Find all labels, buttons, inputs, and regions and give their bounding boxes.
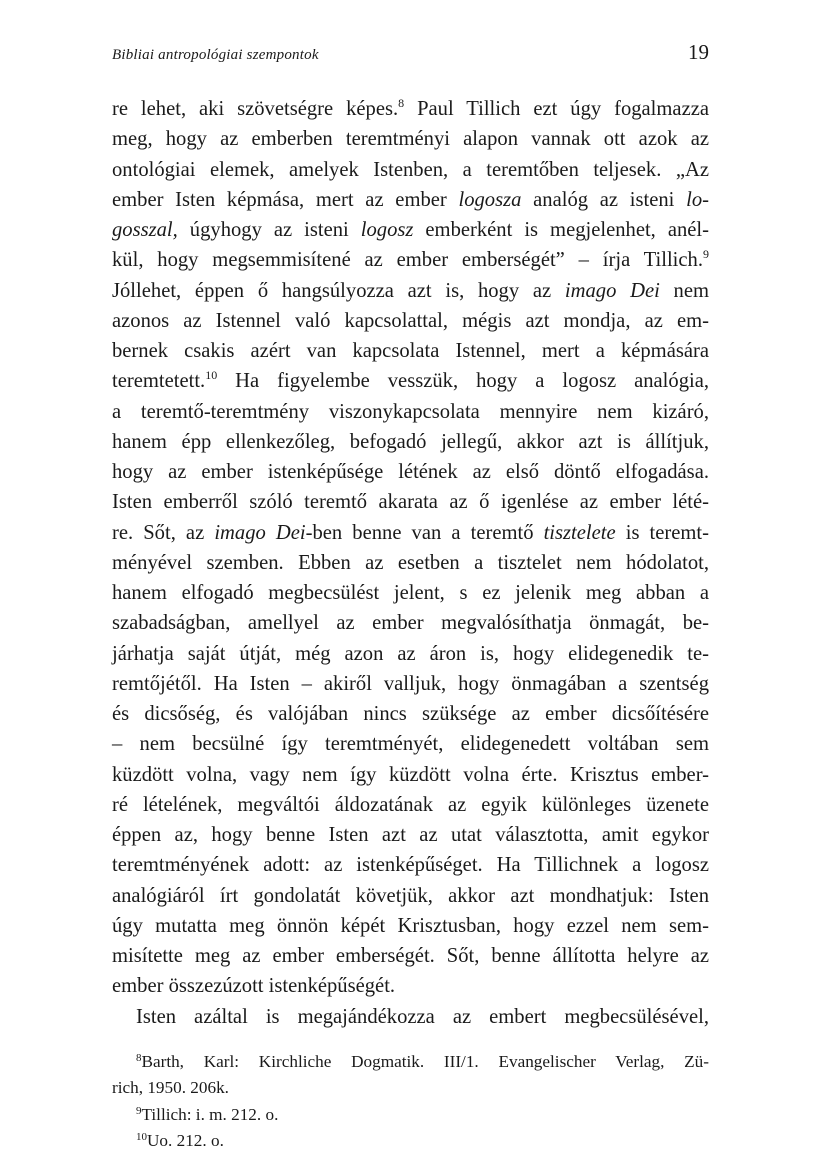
text-segment: a teremtő-teremtmény viszonykapcsolata mennyire nem kizáró,: [112, 400, 709, 423]
text-line: [112, 276, 709, 306]
paragraph-text: Isten azáltal is megajándékozza az embert megbecsülésével,: [136, 1005, 709, 1028]
text-segment: logosz: [360, 219, 414, 241]
text-segment: re. Sőt, az: [112, 521, 215, 544]
text-segment: teremtményének adott: az istenképűséget. Ha Tillichnek a logosz: [112, 854, 709, 877]
text-segment: hanem elfogadó megbecsülést jelent, s ez jelenik meg abban a: [112, 582, 709, 604]
text-segment: analógiáról írt gondolatát követjük, akkor azt mondhatjuk: Isten: [112, 884, 709, 907]
text-line: [112, 578, 709, 608]
text-segment: úgyhogy az isteni: [177, 219, 361, 241]
text-segment: hogy az ember istenképűsége létének az első döntő elfogadása.: [112, 461, 709, 483]
text-line: [112, 518, 709, 548]
text-line: [112, 124, 709, 154]
text-line: [112, 336, 709, 366]
text-segment: nem: [659, 279, 710, 302]
footnote: [112, 1102, 709, 1129]
text-segment: kül, hogy megsemmisítené az ember emberségét” – írja Tillich.: [112, 249, 703, 272]
text-line: [112, 185, 709, 215]
text-line: [112, 487, 709, 517]
text-segment: ember Isten képmása, mert az ember: [112, 188, 459, 211]
text-line: [112, 366, 709, 396]
text-line: [112, 729, 709, 759]
text-line: [112, 941, 709, 971]
text-segment: éppen az, hogy benne Isten azt az utat választotta, amit egykor: [112, 824, 709, 846]
running-head: [112, 40, 709, 80]
text-segment: Ha figyelembe vesszük, hogy a logosz analógia,: [217, 370, 709, 393]
footnote-ref: 9: [703, 247, 709, 262]
footnote-text: Barth, Karl: Kirchliche Dogmatik. III/1. Evangelischer Verlag, Zü-: [141, 1051, 709, 1071]
text-segment: logosza: [458, 188, 522, 211]
footnote-mark: 8: [136, 1051, 142, 1064]
text-segment: -ben benne van a teremtő: [305, 521, 544, 544]
text-line: [112, 94, 709, 124]
footnote-line: [112, 1128, 709, 1155]
footnote-ref: 8: [398, 96, 405, 110]
footnote-ref: 10: [205, 368, 218, 383]
text-segment: azonos az Istennel való kapcsolattal, mégis azt mondja, az em-: [112, 309, 709, 332]
text-segment: meg, hogy az emberben teremtményi alapon vannak ott azok az: [112, 128, 709, 151]
text-segment: re lehet, aki szövetségre képes.: [112, 98, 399, 120]
text-line: [112, 397, 709, 427]
footnote: [112, 1128, 709, 1155]
text-segment: bernek csakis azért van kapcsolata Istennel, mert a képmására: [112, 340, 709, 362]
text-segment: imago Dei: [214, 521, 306, 544]
text-line: [112, 245, 709, 275]
text-segment: küzdött volna, vagy nem így küzdött volna érte. Krisztus ember-: [112, 763, 709, 786]
text-segment: ré lételének, megváltói áldozatának az egyik különleges üzenete: [112, 793, 709, 816]
text-line: [112, 548, 709, 578]
footnote-mark: 9: [136, 1104, 142, 1117]
paragraph: [112, 1002, 709, 1032]
footnote-line: [112, 1049, 709, 1076]
text-segment: úgy mutatta meg önnön képét Krisztusban, hogy ezzel nem sem-: [112, 914, 709, 937]
text-line: [112, 215, 709, 245]
book-page: [112, 40, 709, 1155]
text-segment: járhatja saját útját, még azon az áron is, hogy elidegenedik te-: [112, 642, 709, 665]
text-segment: tisztelete: [543, 521, 616, 544]
text-segment: gosszal,: [112, 219, 178, 241]
text-segment: teremtetett.: [112, 370, 206, 393]
page-number: 19: [688, 40, 709, 64]
footnote-text: rich, 1950. 206k.: [112, 1078, 229, 1098]
text-segment: ember összezúzott istenképűségét.: [112, 975, 396, 998]
text-line: [112, 790, 709, 820]
text-segment: remtőjétől. Ha Isten – akiről valljuk, hogy önmagában a szentség: [112, 672, 709, 695]
text-segment: lo-: [686, 188, 710, 211]
footnote-line: [112, 1102, 709, 1129]
text-segment: emberként is megjelenhet, anél-: [413, 219, 709, 241]
text-line: [112, 427, 709, 457]
text-line: [112, 669, 709, 699]
text-segment: hanem épp ellenkezőleg, befogadó jellegű, akkor azt is állítjuk,: [112, 430, 709, 453]
body-text: [112, 94, 709, 1032]
text-line: [112, 457, 709, 487]
text-segment: szabadságban, amellyel az ember megvalósíthatja önmagát, be-: [112, 612, 709, 635]
text-segment: imago Dei: [564, 279, 660, 302]
text-segment: ontológiai elemek, amelyek Istenben, a teremtőben teljesek. „Az: [112, 158, 709, 181]
text-line: [112, 971, 709, 1001]
text-line: [112, 820, 709, 850]
text-segment: – nem becsülné így teremtményét, elidegenedett voltában sem: [112, 733, 709, 756]
text-line: [112, 850, 709, 880]
text-line: [112, 911, 709, 941]
footnote: [112, 1049, 709, 1102]
text-line: [112, 881, 709, 911]
footnote-line: [112, 1075, 709, 1102]
footnote-mark: 10: [136, 1131, 147, 1144]
text-line: [112, 639, 709, 669]
text-segment: is teremt-: [615, 521, 710, 544]
text-segment: ményével szemben. Ebben az esetben a tisztelet nem hódolatot,: [112, 551, 709, 574]
footnotes: [112, 1049, 709, 1155]
text-segment: Isten emberről szóló teremtő akarata az ő igenlése az ember lété-: [112, 491, 709, 514]
text-line: [112, 306, 709, 336]
text-segment: és dicsőség, és valójában nincs szüksége az ember dicsőítésére: [112, 703, 709, 725]
footnote-text: Tillich: i. m. 212. o.: [141, 1104, 279, 1124]
text-line: [112, 760, 709, 790]
text-segment: Paul Tillich ezt úgy fogalmazza: [404, 98, 709, 120]
running-title: Bibliai antropológiai szempontok: [112, 47, 319, 63]
text-segment: misítette meg az ember emberségét. Sőt, benne állította helyre az: [112, 945, 709, 967]
paragraph: [112, 94, 709, 1002]
text-line: [112, 608, 709, 638]
text-segment: Jóllehet, éppen ő hangsúlyozza azt is, hogy az: [112, 279, 565, 302]
text-line: [112, 699, 709, 729]
footnote-text: Uo. 212. o.: [147, 1131, 224, 1151]
text-segment: analóg az isteni: [521, 188, 687, 211]
text-line: [112, 155, 709, 185]
